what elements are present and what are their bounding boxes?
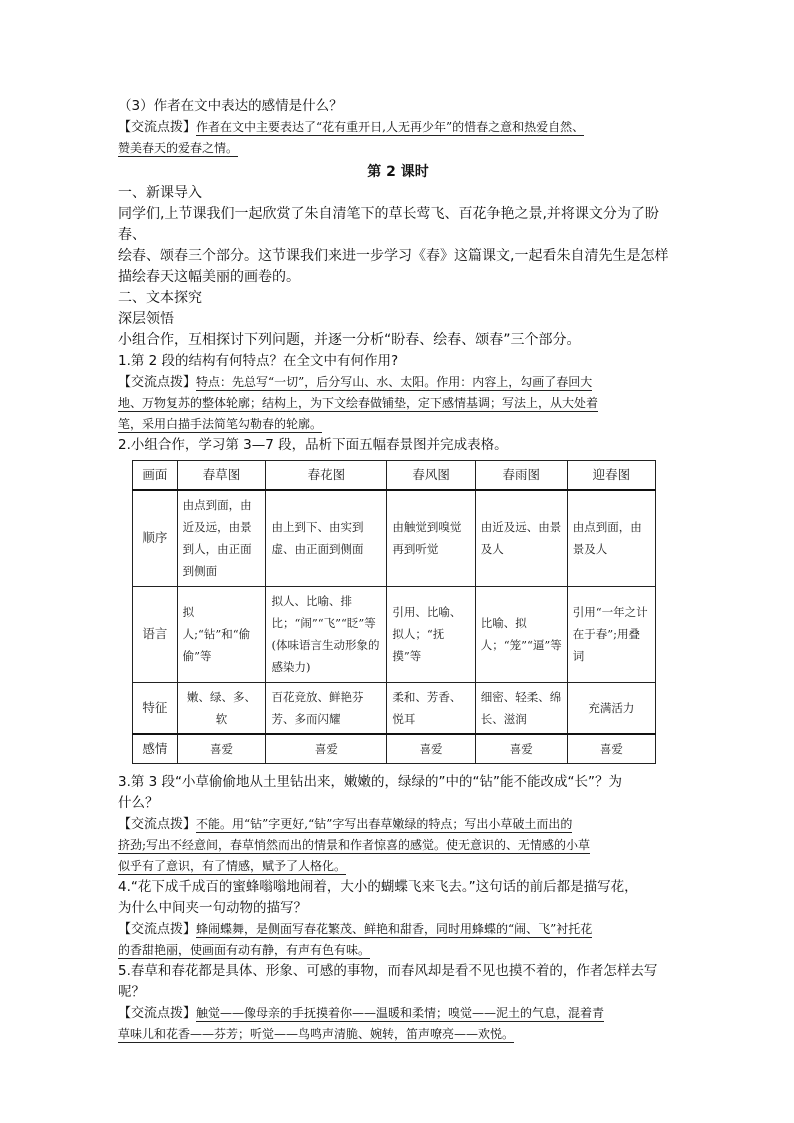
question3-text-line2: 什么？ (118, 794, 159, 811)
question1-text: 1.第 2 段的结构有何特点？在全文中有何作用? (118, 353, 399, 369)
q4-answer-line2 (118, 940, 678, 961)
section2-sub: 深层领悟 (118, 311, 174, 327)
q1-answer-line1 (118, 372, 678, 393)
q3b-answer-text2: 挤劲;写出不经意间，春草悄然而出的情景和作者惊喜的感觉。使无意识的、无情感的小草 (118, 837, 591, 852)
row-label: 特征 (133, 682, 178, 734)
intro-para-line2: 绘春、颂春三个部分。这节课我们来进一步学习《春》这篇课文,一起看朱自清先生是怎样 (118, 248, 669, 264)
row-label: 感情 (133, 734, 178, 764)
q1-answer-line3 (118, 414, 678, 435)
q3-answer-line1 (118, 117, 678, 138)
table-cell: 引用“一年之计在于春”;用叠词 (567, 586, 655, 682)
q4-answer-text2: 的香甜艳丽，使画面有动有静，有声有色有味。 (118, 942, 371, 957)
table-cell: 拟人、比喻、排比；“闹”“飞”“眨”等(体味语言生动形象的感染力) (266, 586, 387, 682)
question3-text-line1: 3.第 3 段“小草偷偷地从土里钻出来，嫩嫩的，绿绿的”中的“钻”能不能改成“长”？为 (118, 773, 623, 790)
q3b-answer-text1: 不能。用“钻”字更好,“钻”字写出春草嫩绿的特点；写出小草破土而出的 (196, 816, 573, 831)
q3b-answer-line3 (118, 856, 678, 877)
question5-text-line2: 呢？ (118, 983, 145, 1000)
table-header-cell: 迎春图 (567, 461, 655, 491)
lesson-title: 第 2 课时 (367, 164, 429, 180)
intro-para-line3: 描绘春天这幅美丽的画卷的。 (118, 269, 300, 285)
table-cell: 喜爱 (266, 734, 387, 764)
q3b-answer-line2 (118, 835, 678, 856)
question2-text: 2.小组合作，学习第 3—7 段，品析下面五幅春景图并完成表格。 (118, 437, 508, 453)
hint-label: 【交流点拨】 (118, 120, 197, 135)
table-cell: 柔和、芳香、悦耳 (387, 682, 475, 734)
table-row (133, 586, 656, 682)
row-label: 顺序 (133, 490, 178, 586)
table-cell: 充满活力 (567, 682, 655, 734)
table-cell: 由点到面，由近及远，由景到人，由正面到侧面 (177, 490, 266, 586)
table-row (133, 682, 656, 734)
table-header-cell: 春雨图 (475, 461, 567, 491)
q5-answer-line1 (118, 1003, 678, 1024)
table-cell: 由上到下、由实到虚、由正面到侧面 (266, 490, 387, 586)
hint-label: 【交流点拨】 (118, 375, 197, 390)
row-label: 语言 (133, 586, 178, 682)
q1-answer-text2: 地、万物复苏的整体轮廓；结构上，为下文绘春做铺垫，定下感情基调；写法上，从大处着 (118, 396, 599, 410)
q3b-answer-line1 (118, 814, 678, 835)
table-cell: 由近及远、由景及人 (475, 490, 567, 586)
section2-heading: 二、文本探究 (118, 290, 202, 306)
table-cell: 喜爱 (567, 734, 655, 764)
question4-text-line1: 4.“花下成千成百的蜜蜂嗡嗡地闹着，大小的蝴蝶飞来飞去。”这句话的前后都是描写花， (118, 878, 638, 895)
table-cell: 引用、比喻、拟人；“抚摸”等 (387, 586, 475, 682)
document-page (118, 96, 678, 1045)
table-row (133, 490, 656, 586)
q3b-answer-text3: 似乎有了意识，有了情感，赋予了人格化。 (118, 858, 347, 873)
table-cell: 嫩、绿、多、软 (177, 682, 266, 734)
table-header-cell: 春花图 (266, 461, 387, 491)
q3-question: （3）作者在文中表达的感情是什么？ (118, 98, 343, 114)
q1-answer-text3: 笔，采用白描手法简笔勾勒春的轮廓。 (118, 417, 323, 431)
q4-answer-text1: 蜂闹蝶舞，是侧面写春花繁茂、鲜艳和甜香，同时用蜂蝶的“闹、飞”衬托花 (196, 921, 593, 936)
table-header-cell: 画面 (133, 461, 178, 491)
hint-label: 【交流点拨】 (118, 816, 197, 832)
table-cell: 由点到面，由景及人 (567, 490, 655, 586)
intro-para-line1: 同学们,上节课我们一起欣赏了朱自清笔下的草长莺飞、百花争艳之景,并将课文分为了盼春、 (118, 206, 659, 243)
table-row (133, 734, 656, 764)
table-cell: 喜爱 (475, 734, 567, 764)
q5-answer-text1: 触觉——像母亲的手抚摸着你——温暖和柔情；嗅觉——泥土的气息，混着青 (196, 1005, 605, 1020)
hint-label: 【交流点拨】 (118, 1005, 197, 1021)
q4-answer-line1 (118, 919, 678, 940)
section2-intro: 小组合作，互相探讨下列问题，并逐一分析“盼春、绘春、颂春”三个部分。 (118, 332, 581, 348)
table-cell: 拟人;“钻”和“偷偷”等 (177, 586, 266, 682)
spring-scenes-table (132, 460, 656, 764)
table-cell: 细密、轻柔、绵长、滋润 (475, 682, 567, 734)
q5-answer-line2 (118, 1024, 678, 1045)
q1-answer-text1: 特点：先总写“一切”，后分写山、水、太阳。作用：内容上，勾画了春回大 (196, 375, 593, 389)
question5-text-line1: 5.春草和春花都是具体、形象、可感的事物，而春风却是看不见也摸不着的，作者怎样去写 (118, 962, 658, 979)
table-header-cell: 春风图 (387, 461, 475, 491)
question4-text-line2: 为什么中间夹一句动物的描写？ (118, 899, 307, 916)
q5-answer-text2: 草味儿和花香——芬芳；听觉——鸟鸣声清脆、婉转，笛声嘹亮——欢悦。 (118, 1026, 515, 1041)
q3-answer-line2 (118, 138, 678, 159)
q3-answer-text2: 赞美春天的爱春之情。 (118, 141, 239, 155)
table-cell: 喜爱 (177, 734, 266, 764)
table-header-cell: 春草图 (177, 461, 266, 491)
table-header-row (133, 461, 656, 491)
table-cell: 由触觉到嗅觉再到听觉 (387, 490, 475, 586)
table-cell: 百花竞放、鲜艳芬芳、多而闪耀 (266, 682, 387, 734)
section1-heading: 一、新课导入 (118, 185, 202, 201)
table-cell: 比喻、拟人；“笼”“逼”等 (475, 586, 567, 682)
hint-label: 【交流点拨】 (118, 921, 197, 937)
table-cell: 喜爱 (387, 734, 475, 764)
q3-answer-text1: 作者在文中主要表达了“花有重开日,人无再少年”的惜春之意和热爱自然、 (196, 120, 585, 134)
q1-answer-line2 (118, 393, 678, 414)
